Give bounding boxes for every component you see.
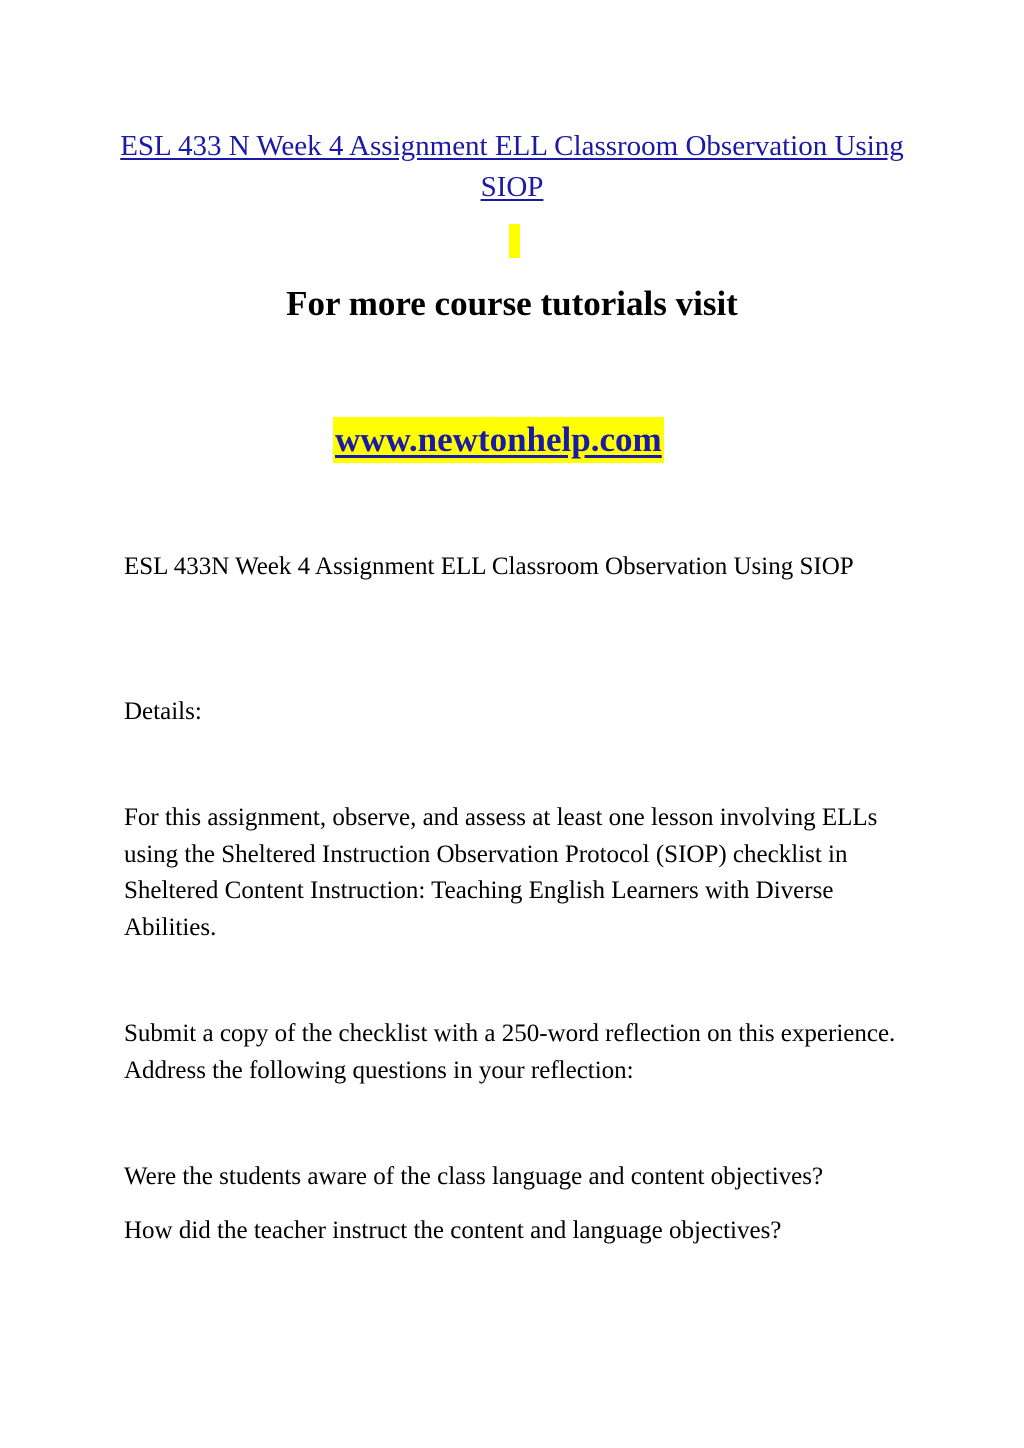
document-subtitle: ESL 433N Week 4 Assignment ELL Classroom Observation Using SIOP xyxy=(124,553,854,580)
website-link[interactable]: www.newtonhelp.com xyxy=(333,417,664,463)
reflection-question: How did the teacher instruct the content and language objectives? xyxy=(124,1217,782,1244)
details-label: Details: xyxy=(124,698,202,725)
tutorials-heading: For more course tutorials visit xyxy=(286,284,738,323)
highlight-mark xyxy=(509,224,520,258)
assignment-paragraph: For this assignment, observe, and assess at least one lesson involving ELLs using the Sheltered Instruction Observation Protocol (SIOP) checklist in Sheltered Content Instruction: Teaching English Learners with Diverse Abilities. xyxy=(124,804,878,941)
submission-paragraph: Submit a copy of the checklist with a 250-word reflection on this experience. Address the following questions in your reflection: xyxy=(124,1020,896,1084)
reflection-question: Were the students aware of the class language and content objectives? xyxy=(124,1163,824,1190)
title-link[interactable]: ESL 433 N Week 4 Assignment ELL Classroom Observation Using SIOP xyxy=(120,130,904,203)
